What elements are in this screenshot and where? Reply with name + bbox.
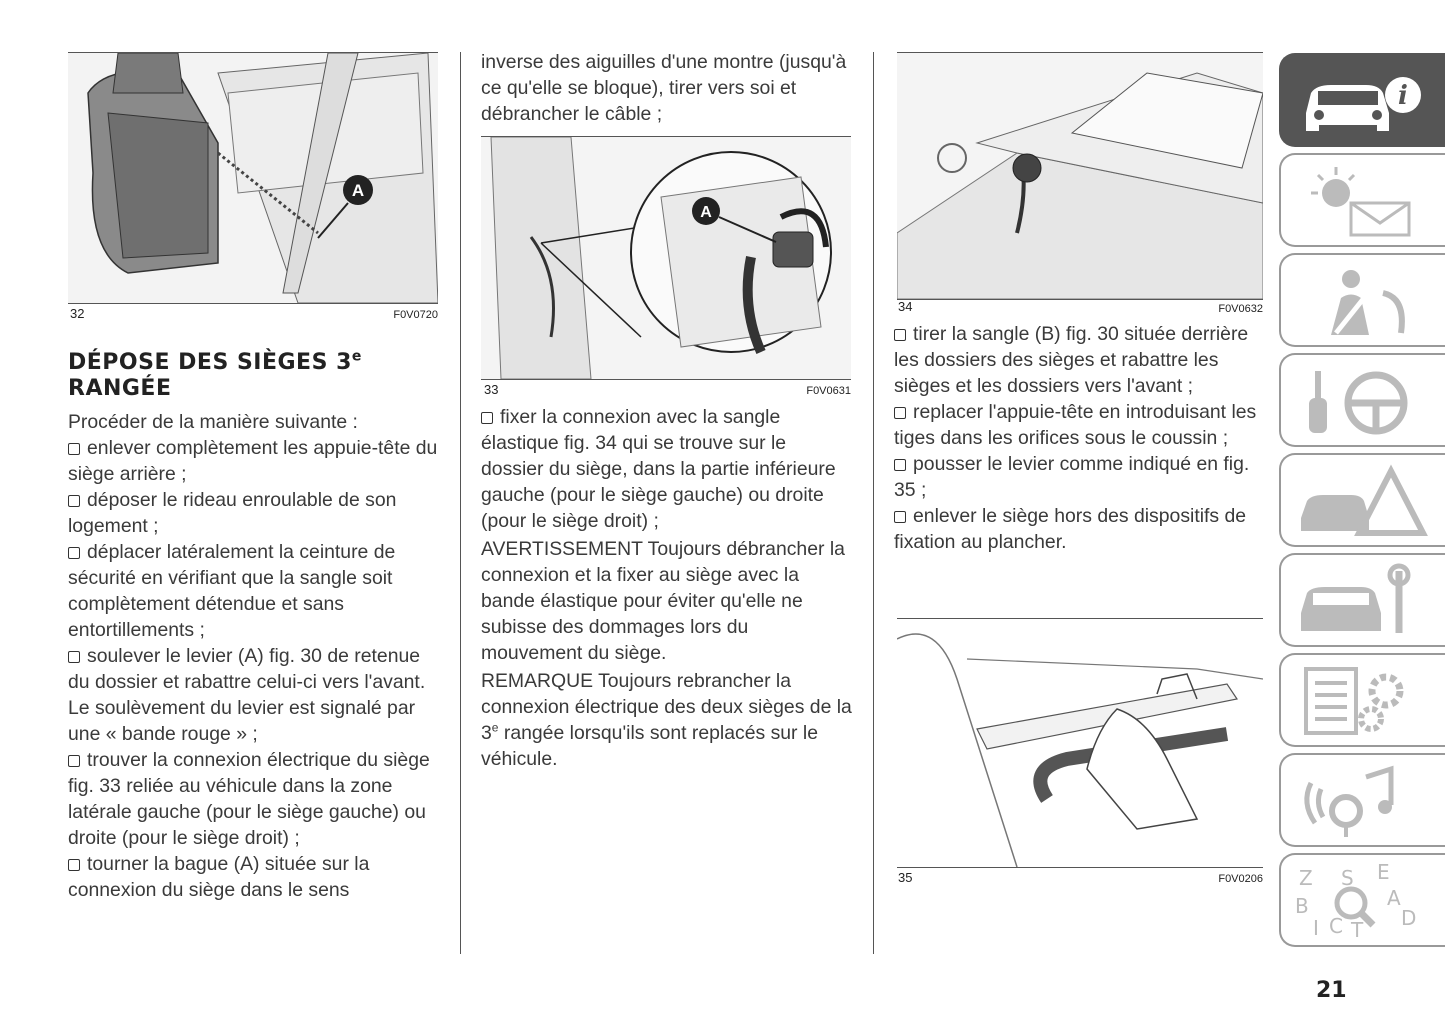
fig33-code: F0V0631 xyxy=(806,385,851,397)
index-letter: D xyxy=(1401,906,1417,930)
list-item: fixer la connexion avec la sangle élastique fig. 34 qui se trouve sur le dossier du siège, dans la partie inférieure gauche (pour le siège gauche) ou droite (pour le siège droit) ; xyxy=(481,406,836,532)
tab-emergency[interactable] xyxy=(1279,453,1445,547)
checkbox-bullet-icon xyxy=(894,459,906,471)
index-letter: A xyxy=(1387,886,1401,910)
tab-safety[interactable] xyxy=(1279,253,1445,347)
checkbox-bullet-icon xyxy=(68,495,80,507)
checkbox-bullet-icon xyxy=(481,412,493,424)
dashboard-lights-icon xyxy=(1291,163,1431,239)
figure-34 xyxy=(897,52,1263,300)
fig35-code: F0V0206 xyxy=(1218,873,1263,885)
tab-multimedia[interactable] xyxy=(1279,753,1445,847)
tab-index[interactable] xyxy=(1279,853,1445,947)
fig34-number: 34 xyxy=(898,299,913,314)
fig33-callout: A xyxy=(700,204,712,221)
fig34-code: F0V0632 xyxy=(1218,303,1263,315)
section-heading xyxy=(68,350,448,402)
fig35-number: 35 xyxy=(898,870,913,885)
tab-vehicle-knowledge[interactable] xyxy=(1279,53,1445,147)
tab-maintenance[interactable] xyxy=(1279,553,1445,647)
list-item: déplacer latéralement la ceinture de sécurité en vérifiant que la sangle soit complètement détendue et sans entortillements ; xyxy=(68,541,396,641)
maintenance-icon xyxy=(1291,563,1431,639)
heading-end: RANGÉE xyxy=(68,376,172,401)
seat-lever-push-illustration xyxy=(897,619,1263,867)
multimedia-icon xyxy=(1291,763,1431,839)
figure-33 xyxy=(481,136,851,380)
checkbox-bullet-icon xyxy=(894,329,906,341)
list-item: tourner la bague (A) située sur la connexion du siège dans le sens xyxy=(68,853,370,901)
column-divider-2 xyxy=(873,52,874,954)
fig32-number: 32 xyxy=(70,306,85,321)
figure-32 xyxy=(68,52,438,304)
safety-airbag-icon xyxy=(1291,263,1431,339)
fig32-code: F0V0720 xyxy=(393,309,438,321)
index-letter: B xyxy=(1295,894,1309,918)
list-item: tirer la sangle (B) fig. 30 située derrière les dossiers des sièges et rabattre les sièges et les dossiers vers l'avant ; xyxy=(894,323,1249,397)
index-letter: S xyxy=(1341,866,1354,890)
tab-starting-driving[interactable] xyxy=(1279,353,1445,447)
fig33-number: 33 xyxy=(484,382,499,397)
heading-sup: e xyxy=(351,348,362,365)
column3-text xyxy=(894,321,1264,555)
column-divider-1 xyxy=(460,52,461,954)
svg-text:i: i xyxy=(1398,81,1408,111)
checkbox-bullet-icon xyxy=(894,511,906,523)
list-item: pousser le levier comme indiqué en fig. 35 ; xyxy=(894,453,1250,501)
checkbox-bullet-icon xyxy=(894,407,906,419)
technical-data-icon xyxy=(1291,663,1431,739)
checkbox-bullet-icon xyxy=(68,443,80,455)
index-letter: Z xyxy=(1299,866,1313,890)
index-letter: I xyxy=(1313,916,1319,939)
seat-connector-illustration xyxy=(481,137,851,379)
seat-strap-illustration xyxy=(897,53,1263,299)
checkbox-bullet-icon xyxy=(68,651,80,663)
fig32-callout: A xyxy=(351,181,365,200)
checkbox-bullet-icon xyxy=(68,859,80,871)
key-steering-icon xyxy=(1291,363,1431,439)
list-item: enlever le siège hors des dispositifs de fixation au plancher. xyxy=(894,505,1247,553)
checkbox-bullet-icon xyxy=(68,755,80,767)
warning-paragraph: AVERTISSEMENT Toujours débrancher la connexion et la fixer au siège avec la bande élastique pour éviter qu'elle ne subisse des dommages lors du mouvement du siège. xyxy=(481,538,845,664)
column2-continuation: inverse des aiguilles d'une montre (jusqu'à ce qu'elle se bloque), tirer vers soi et débrancher le câble ; xyxy=(481,51,847,125)
list-item: trouver la connexion électrique du siège fig. 33 reliée au véhicule dans la zone latérale gauche (pour le siège gauche) ou droite (pour le siège droit) ; xyxy=(68,749,430,849)
car-info-icon xyxy=(1291,63,1431,139)
emergency-triangle-icon xyxy=(1291,463,1431,539)
checkbox-bullet-icon xyxy=(68,547,80,559)
figure-35 xyxy=(897,618,1263,868)
index-letter: E xyxy=(1377,863,1390,884)
list-item: enlever complètement les appuie-tête du siège arrière ; xyxy=(68,437,438,485)
tab-dashboard[interactable] xyxy=(1279,153,1445,247)
seat-lever-illustration xyxy=(68,53,438,303)
list-item: soulever le levier (A) fig. 30 de retenue du dossier et rabattre celui-ci vers l'avant. Le soulèvement du levier est signalé par une « bande rouge » ; xyxy=(68,645,426,745)
list-item: déposer le rideau enroulable de son logement ; xyxy=(68,489,397,537)
column2-text xyxy=(481,404,853,772)
index-icon xyxy=(1291,863,1431,939)
heading-main: DÉPOSE DES SIÈGES 3 xyxy=(68,350,352,375)
remark-paragraph: REMARQUE Toujours rebrancher la connexion électrique des deux sièges de la 3e rangée lorsqu'ils sont replacés sur le véhicule. xyxy=(481,670,852,770)
index-letter: T xyxy=(1351,918,1364,939)
tab-technical-data[interactable] xyxy=(1279,653,1445,747)
index-letter: C xyxy=(1329,914,1343,938)
intro-paragraph: Procéder de la manière suivante : xyxy=(68,411,358,433)
page-number: 21 xyxy=(1316,978,1347,1003)
list-item: replacer l'appuie-tête en introduisant les tiges dans les orifices sous le coussin ; xyxy=(894,401,1257,449)
column1-text xyxy=(68,409,438,903)
